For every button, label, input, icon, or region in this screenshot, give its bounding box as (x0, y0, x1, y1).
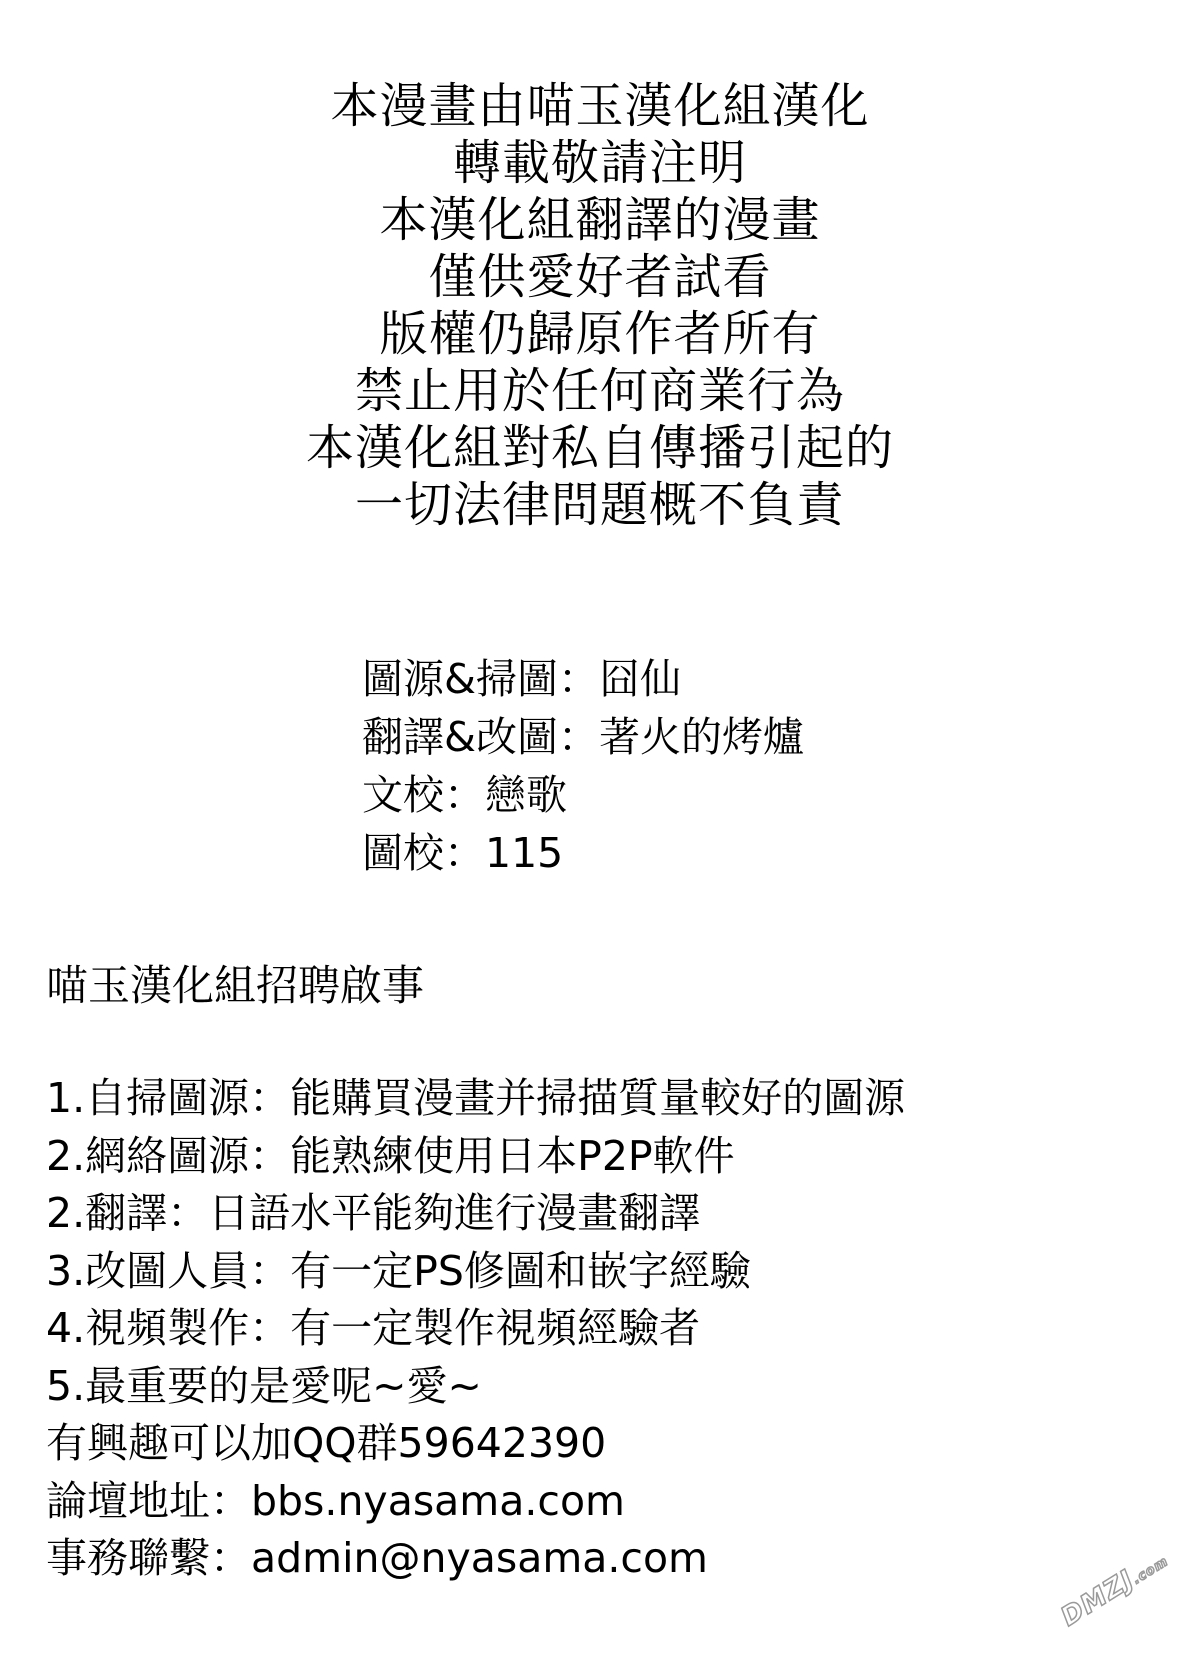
forum-address-line: 論壇地址：bbs.nyasama.com (46, 1476, 625, 1525)
notice-line: 本漢化組翻譯的漫畫 (379, 192, 821, 248)
watermark-suffix: .com (1130, 1554, 1172, 1588)
recruitment-item: 2.網絡圖源：能熟練使用日本P2P軟件 (46, 1131, 735, 1180)
recruitment-item: 4.視頻製作：有一定製作視頻經驗者 (46, 1304, 701, 1352)
notice-line: 一切法律問題概不負責 (354, 477, 845, 533)
recruitment-item: 1.自掃圖源：能購買漫畫并掃描質量較好的圖源 (46, 1074, 906, 1122)
notice-line: 本漢化組對私自傳播引起的 (305, 420, 894, 476)
credit-line: 圖源&掃圖：囧仙 (362, 655, 681, 703)
notice-line: 僅供愛好者試看 (428, 249, 772, 305)
recruitment-item: 2.翻譯：日語水平能夠進行漫畫翻譯 (46, 1189, 701, 1237)
recruitment-list (46, 1070, 905, 1588)
credit-line: 文校：戀歌 (362, 771, 567, 819)
contact-email-line: 事務聯繫：admin@nyasama.com (46, 1534, 708, 1582)
watermark-text: DMZJ (1055, 1564, 1140, 1633)
qq-group-line: 有興趣可以加QQ群59642390 (46, 1419, 607, 1467)
notice-line: 禁止用於任何商業行為 (354, 363, 845, 419)
recruitment-item: 3.改圖人員：有一定PS修圖和嵌字經驗 (46, 1246, 751, 1295)
notice-line: 轉載敬請注明 (452, 135, 747, 191)
staff-credits (362, 650, 804, 882)
recruitment-item: 5.最重要的是愛呢~愛~ (46, 1361, 482, 1410)
credit-line: 翻譯&改圖：著火的烤爐 (362, 713, 804, 761)
recruitment-title: 喵玉漢化組招聘啟事 (46, 961, 425, 1010)
copyright-notice (0, 78, 1200, 534)
credit-line: 圖校：115 (362, 829, 564, 877)
notice-line: 本漫畫由喵玉漢化組漢化 (330, 78, 870, 134)
notice-line: 版權仍歸原作者所有 (379, 306, 821, 362)
